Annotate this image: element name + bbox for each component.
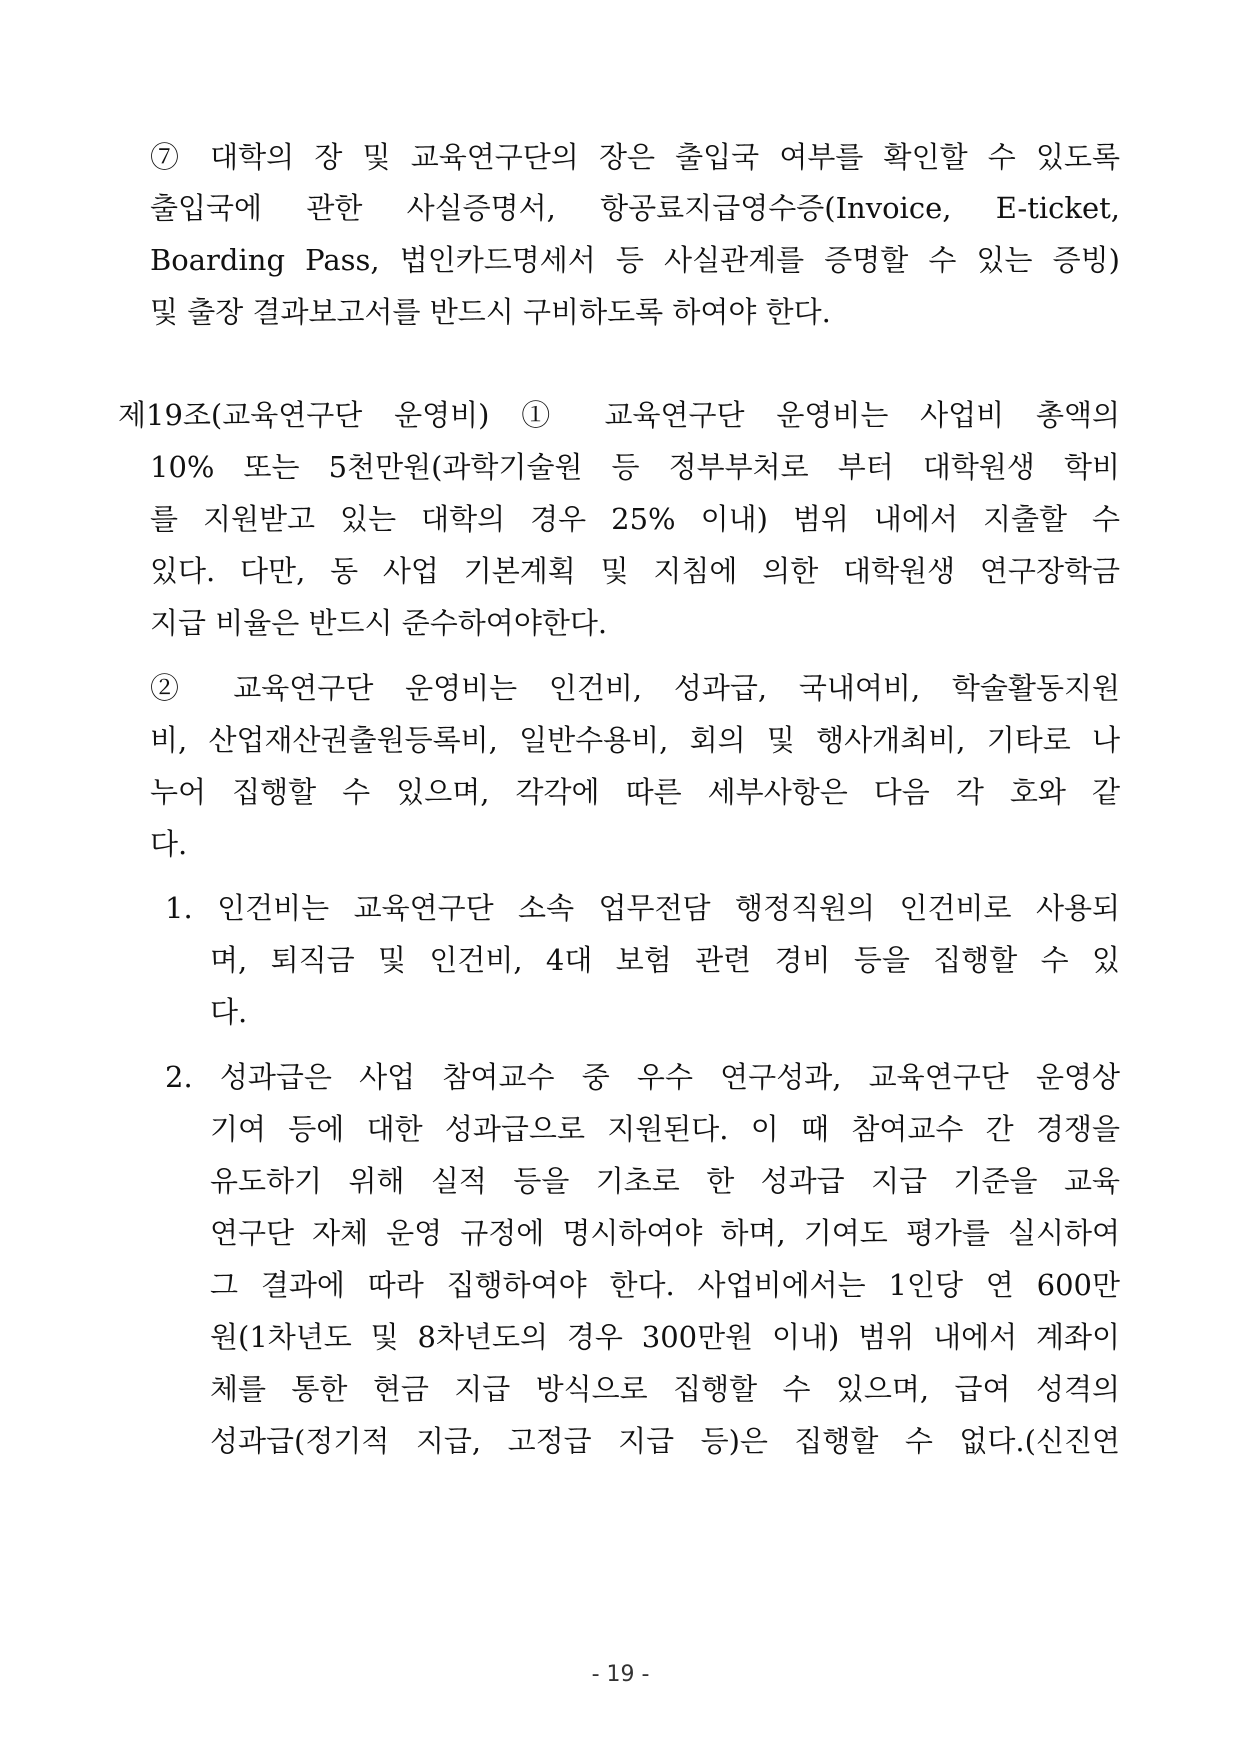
paragraph-7-line-2: 출입국에 관한 사실증명서, 항공료지급영수증(Invoice, E-ticket,: [150, 191, 1120, 225]
item-2-line-2: 기여 등에 대한 성과급으로 지원된다. 이 때 참여교수 간 경쟁을: [210, 1112, 1120, 1146]
item-1-line-3: 다.: [210, 995, 248, 1029]
item-1-line-1: 1. 인건비는 교육연구단 소속 업무전담 행정직원의 인건비로 사용되: [165, 891, 1120, 925]
paragraph-7-line-3: Boarding Pass, 법인카드명세서 등 사실관계를 증명할 수 있는 증빙): [150, 243, 1120, 277]
paragraph-2-line-1: ② 교육연구단 운영비는 인건비, 성과급, 국내여비, 학술활동지원: [150, 671, 1120, 705]
paragraph-7-line-4: 및 출장 결과보고서를 반드시 구비하도록 하여야 한다.: [150, 295, 831, 329]
article-19-line-3: 를 지원받고 있는 대학의 경우 25% 이내) 범위 내에서 지출할 수: [150, 502, 1120, 536]
item-2-line-6: 원(1차년도 및 8차년도의 경우 300만원 이내) 범위 내에서 계좌이: [210, 1320, 1120, 1354]
page-number: - 19 -: [591, 1662, 650, 1687]
paragraph-7-line-1: ⑦ 대학의 장 및 교육연구단의 장은 출입국 여부를 확인할 수 있도록: [150, 140, 1120, 174]
item-2-line-1: 2. 성과급은 사업 참여교수 중 우수 연구성과, 교육연구단 운영상: [165, 1060, 1120, 1094]
paragraph-2-line-2: 비, 산업재산권출원등록비, 일반수용비, 회의 및 행사개최비, 기타로 나: [150, 723, 1120, 757]
item-2-line-8: 성과급(정기적 지급, 고정급 지급 등)은 집행할 수 없다.(신진연: [210, 1424, 1120, 1458]
item-2-line-3: 유도하기 위해 실적 등을 기초로 한 성과급 지급 기준을 교육: [210, 1164, 1120, 1198]
article-19-line-4: 있다. 다만, 동 사업 기본계획 및 지침에 의한 대학원생 연구장학금: [150, 554, 1120, 588]
item-2-line-7: 체를 통한 현금 지급 방식으로 집행할 수 있으며, 급여 성격의: [210, 1372, 1120, 1406]
article-19-line-5: 지급 비율은 반드시 준수하여야한다.: [150, 606, 608, 640]
item-2-line-4: 연구단 자체 운영 규정에 명시하여야 하며, 기여도 평가를 실시하여: [210, 1216, 1120, 1250]
article-19-line-1: 제19조(교육연구단 운영비) ① 교육연구단 운영비는 사업비 총액의: [118, 398, 1120, 432]
paragraph-2-line-3: 누어 집행할 수 있으며, 각각에 따른 세부사항은 다음 각 호와 같: [150, 775, 1120, 809]
item-1-line-2: 며, 퇴직금 및 인건비, 4대 보험 관련 경비 등을 집행할 수 있: [210, 943, 1120, 977]
item-2-line-5: 그 결과에 따라 집행하여야 한다. 사업비에서는 1인당 연 600만: [210, 1268, 1120, 1302]
article-19-line-2: 10% 또는 5천만원(과학기술원 등 정부부처로 부터 대학원생 학비: [150, 450, 1120, 484]
paragraph-2-line-4: 다.: [150, 827, 188, 861]
